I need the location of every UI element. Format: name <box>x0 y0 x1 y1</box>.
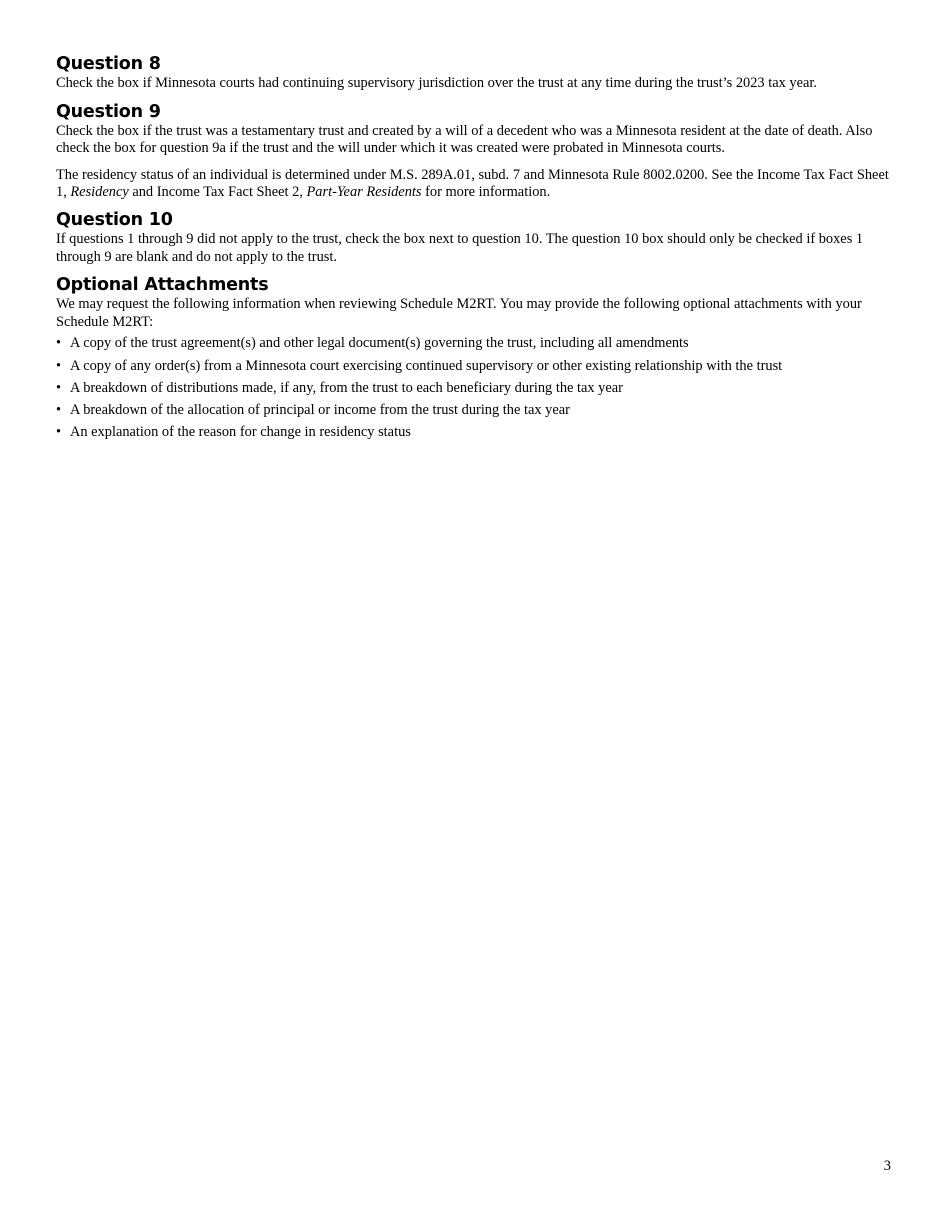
question-9-heading: Question 9 <box>56 101 161 122</box>
list-item <box>56 424 896 442</box>
bullet-icon: • <box>56 401 62 418</box>
document-page <box>56 54 896 446</box>
question-8-section <box>56 54 896 93</box>
residency-fact-sheet-title: Residency <box>70 184 129 201</box>
list-item-text: A breakdown of distributions made, if any, from the trust to each beneficiary during the tax year <box>70 379 623 396</box>
optional-attachments-section <box>56 275 896 442</box>
bullet-icon: • <box>56 424 62 441</box>
residency-text-middle: and Income Tax Fact Sheet 2, <box>128 184 307 201</box>
page-number: 3 <box>883 1158 891 1174</box>
optional-attachments-heading: Optional Attachments <box>56 275 269 296</box>
question-9-text: Check the box if the trust was a testamentary trust and created by a will of a decedent who was a Minnesota resident at the date of death. Also check the box for question 9a if the trust and the will under which it was created were probated in Minnesota courts. <box>56 122 873 157</box>
part-year-residents-fact-sheet-title: Part-Year Residents <box>306 184 422 201</box>
residency-text-start: The residency status of an individual is determined under M.S. 289A.01, subd. 7 and Minnesota Rule 8002.0200. See the Income Tax Fact Sheet 1, <box>56 166 889 201</box>
list-item-text: A breakdown of the allocation of principal or income from the trust during the tax year <box>70 401 570 418</box>
bullet-icon: • <box>56 335 62 352</box>
residency-text-end: for more information. <box>421 184 551 201</box>
question-10-heading: Question 10 <box>56 209 173 230</box>
question-9-section <box>56 102 896 202</box>
bullet-icon: • <box>56 379 62 396</box>
optional-attachments-list <box>56 335 896 441</box>
residency-paragraph <box>56 167 896 202</box>
question-8-text: Check the box if Minnesota courts had continuing supervisory jurisdiction over the trust at any time during the trust’s 2023 tax year. <box>56 75 817 91</box>
list-item-text: A copy of the trust agreement(s) and other legal document(s) governing the trust, including all amendments <box>70 335 689 352</box>
bullet-icon: • <box>56 357 62 374</box>
list-item-text: An explanation of the reason for change in residency status <box>70 424 411 441</box>
question-8-heading: Question 8 <box>56 54 161 74</box>
optional-attachments-intro: We may request the following information when reviewing Schedule M2RT. You may provide the following optional attachments with your Schedule M2RT: <box>56 296 862 330</box>
list-item <box>56 358 896 376</box>
question-10-text: If questions 1 through 9 did not apply to the trust, check the box next to question 10. The question 10 box should only be checked if boxes 1 through 9 are blank and do not apply to the trust. <box>56 230 864 265</box>
list-item <box>56 380 896 398</box>
question-10-section <box>56 210 896 266</box>
list-item <box>56 335 896 353</box>
list-item-text: A copy of any order(s) from a Minnesota court exercising continued supervisory or other existing relationship with the trust <box>70 357 783 374</box>
list-item <box>56 402 896 420</box>
